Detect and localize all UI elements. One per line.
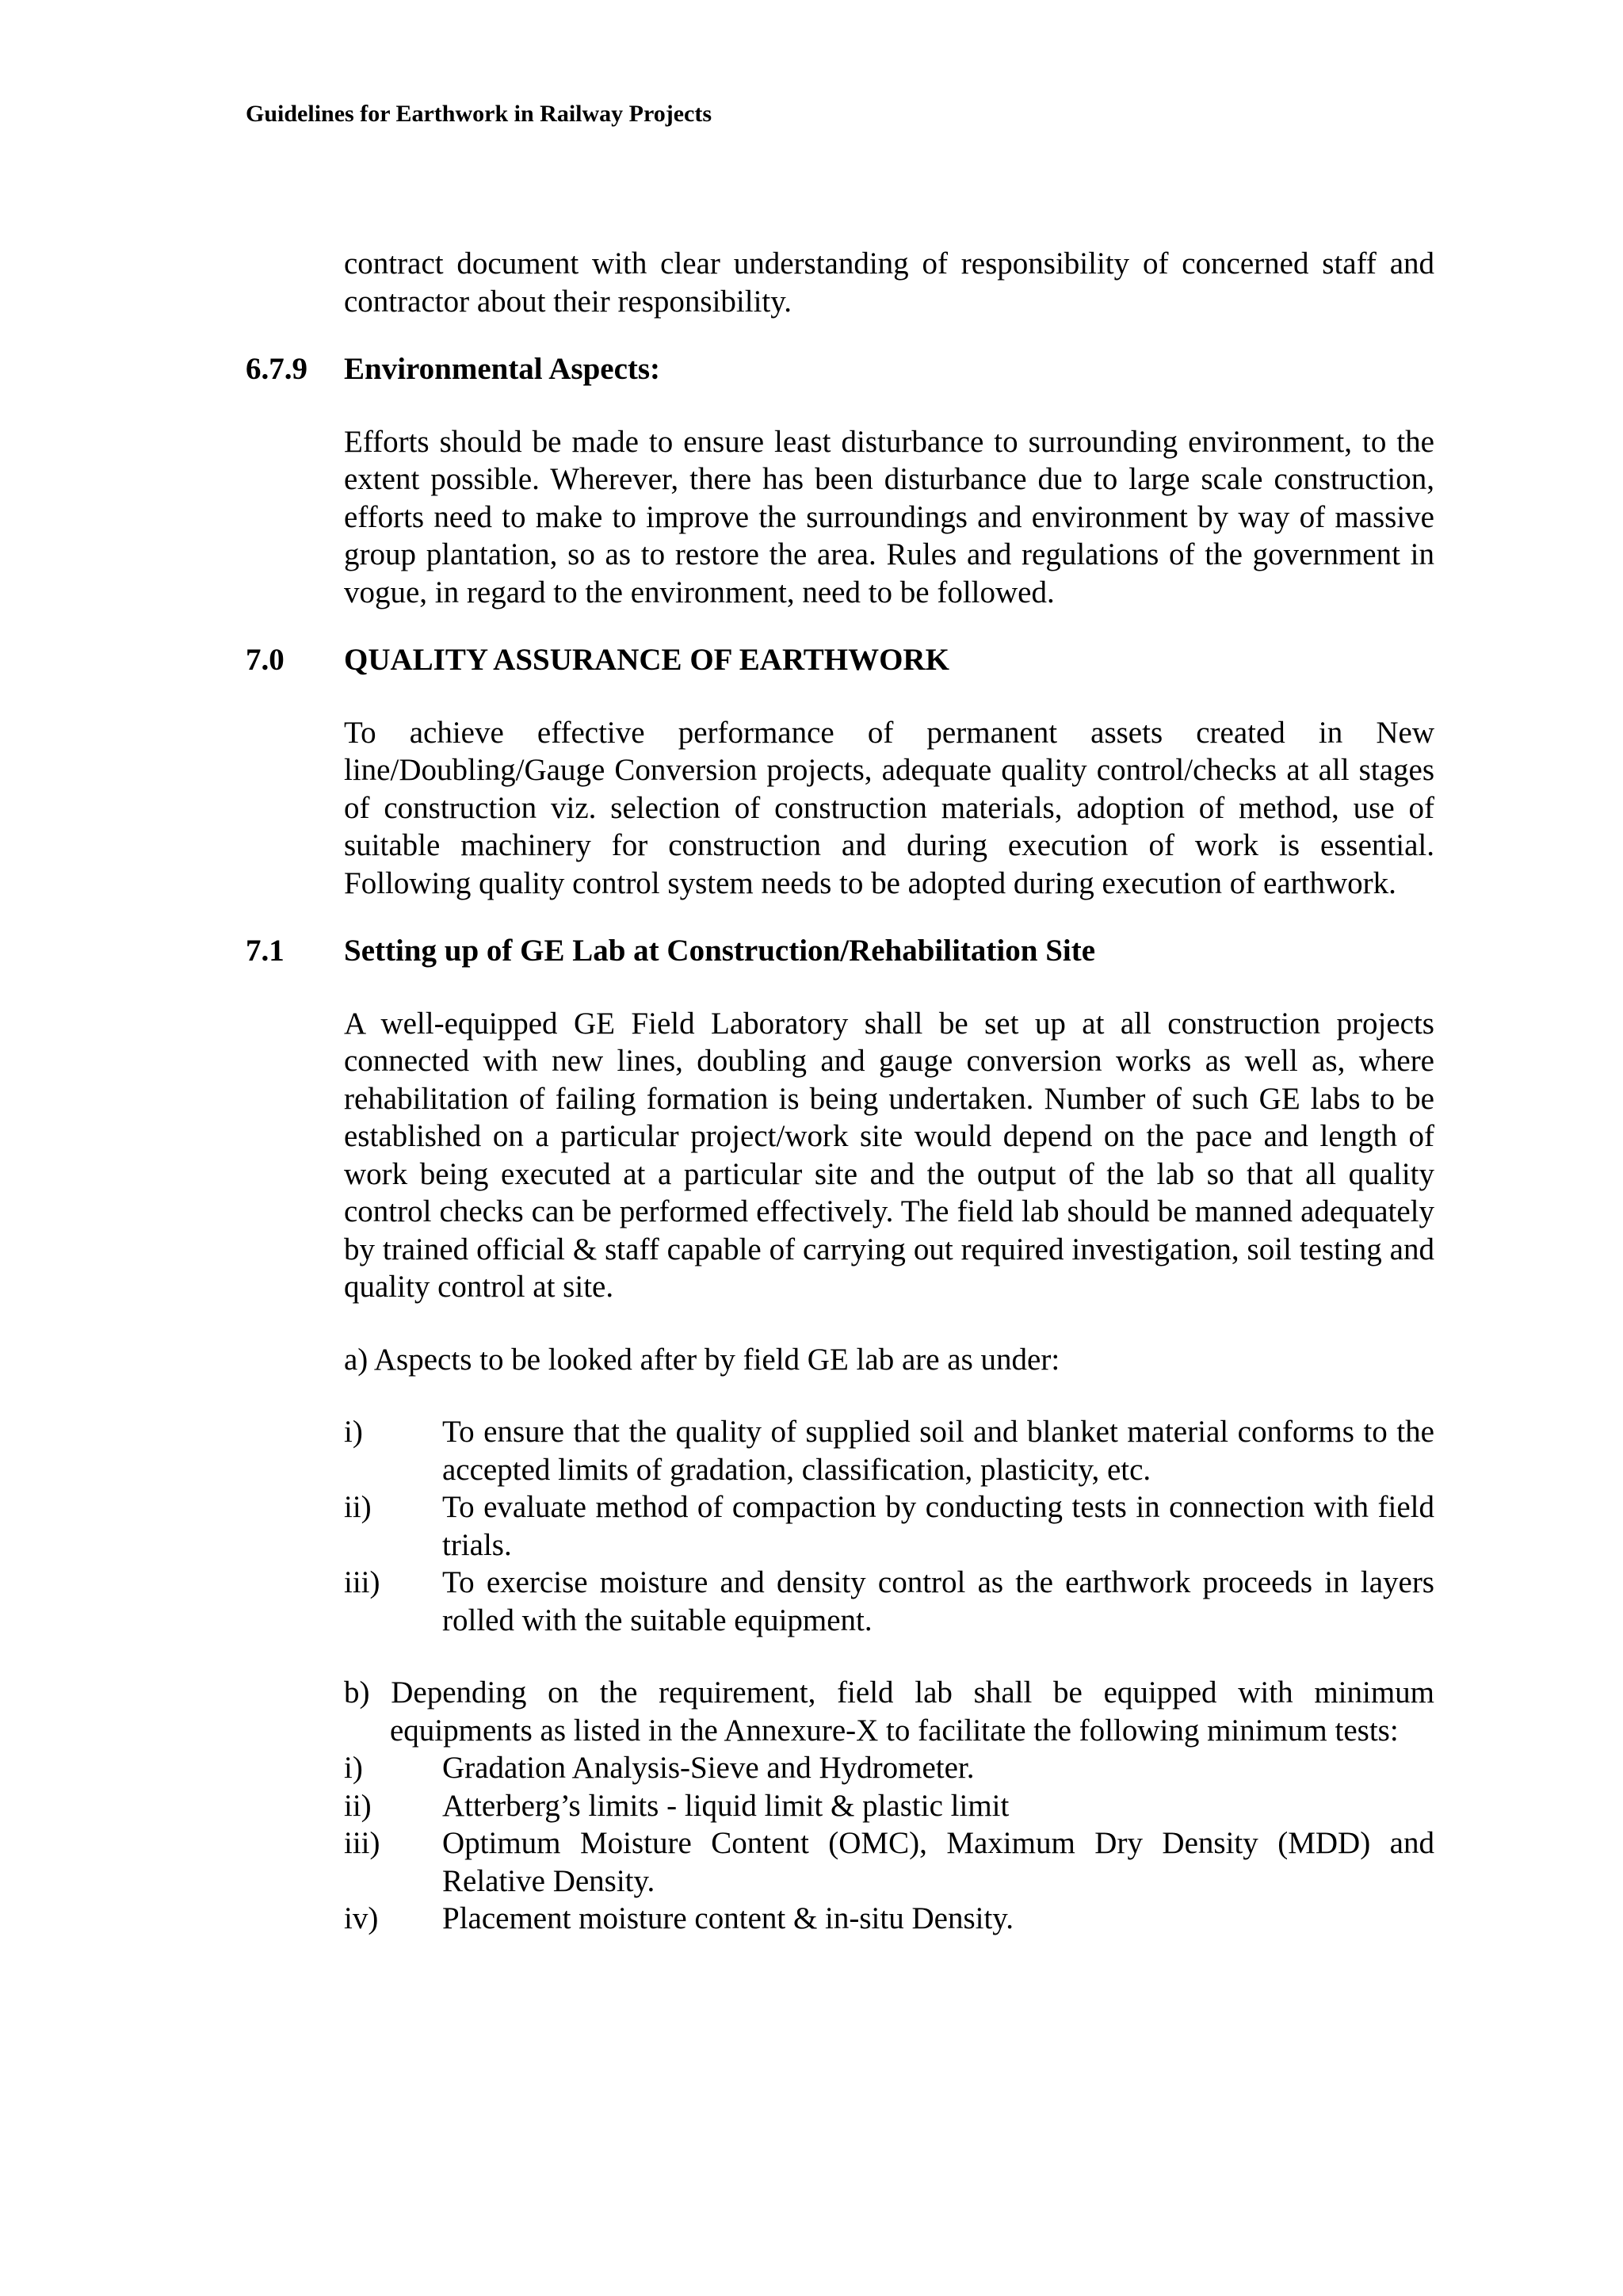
section-7-1-paragraph: A well-equipped GE Field Laboratory shall be set up at all construction projects connected with new lines, doubling and gauge conversion works as well as, where rehabilitation of failing formation is being undertaken. Number of such GE labs to be established on a particular project/work site would depend on the pace and length of work being executed at a particular site and the output of the lab so that all quality control checks can be performed effectively. The field lab should be manned adequately by trained official & staff capable of carrying out required investigation, soil testing and quality control at site. (344, 1006, 1434, 1304)
list-marker: iii) (344, 1565, 380, 1599)
section-title: Setting up of GE Lab at Construction/Rehabilitation Site (344, 934, 1096, 968)
list-item-text: Atterberg’s limits - liquid limit & plastic limit (442, 1788, 1010, 1823)
list-item-text: Optimum Moisture Content (OMC), Maximum Dry Density (MDD) and Relative Density. (442, 1826, 1434, 1898)
list-item-text: To ensure that the quality of supplied soil and blanket material conforms to the accepted limits of gradation, classification, plasticity, etc. (442, 1415, 1434, 1487)
list-marker: ii) (344, 1490, 372, 1524)
running-header: Guidelines for Earthwork in Railway Projects (246, 101, 712, 127)
section-7-0-heading (246, 641, 1434, 679)
list-item-text: To exercise moisture and density control as the earthwork proceeds in layers rolled with the suitable equipment. (442, 1565, 1434, 1637)
section-number: 6.7.9 (246, 352, 307, 386)
list-item (344, 1900, 1434, 1938)
page-content (246, 245, 1434, 1938)
section-6-7-9-heading (246, 350, 1434, 388)
list-item-text: Gradation Analysis-Sieve and Hydrometer. (442, 1751, 975, 1785)
list-item (344, 1413, 1434, 1488)
list-item (344, 1488, 1434, 1564)
tests-intro: b) Depending on the requirement, field lab shall be equipped with minimum equipments as listed in the Annexure-X to facilitate the following minimum tests: (344, 1675, 1434, 1748)
section-6-7-9-paragraph: Efforts should be made to ensure least disturbance to surrounding environment, to the extent possible. Wherever, there has been disturbance due to large scale construction, efforts need to make to improve the surroundings and environment by way of massive group plantation, so as to restore the area. Rules and regulations of the government in vogue, in regard to the environment, need to be followed. (344, 424, 1434, 609)
intro-continuation-paragraph: contract document with clear understanding of responsibility of concerned staff and contractor about their responsibility. (344, 246, 1434, 319)
section-title: QUALITY ASSURANCE OF EARTHWORK (344, 643, 949, 677)
list-marker: ii) (344, 1788, 372, 1823)
list-item (344, 1824, 1434, 1900)
aspects-list (344, 1413, 1434, 1639)
list-item-text: To evaluate method of compaction by conducting tests in connection with field trials. (442, 1490, 1434, 1562)
section-title: Environmental Aspects: (344, 352, 661, 386)
section-7-0-paragraph: To achieve effective performance of permanent assets created in New line/Doubling/Gauge Conversion projects, adequate quality control/checks at all stages of construction viz. selection of construction materials, adoption of method, use of suitable machinery for construction and during execution of work is essential. Following quality control system needs to be adopted during execution of earthwork. (344, 715, 1434, 900)
section-number: 7.0 (246, 643, 285, 677)
list-marker: iii) (344, 1826, 380, 1860)
section-number: 7.1 (246, 934, 285, 968)
tests-list (344, 1749, 1434, 1938)
list-marker: iv) (344, 1901, 379, 1935)
section-7-1-heading (246, 932, 1434, 970)
list-marker: i) (344, 1415, 363, 1449)
aspects-intro: a) Aspects to be looked after by field GE lab are as under: (344, 1342, 1060, 1377)
list-item (344, 1749, 1434, 1787)
list-item-text: Placement moisture content & in-situ Density. (442, 1901, 1014, 1935)
list-item (344, 1787, 1434, 1825)
list-item (344, 1564, 1434, 1639)
list-marker: i) (344, 1751, 363, 1785)
